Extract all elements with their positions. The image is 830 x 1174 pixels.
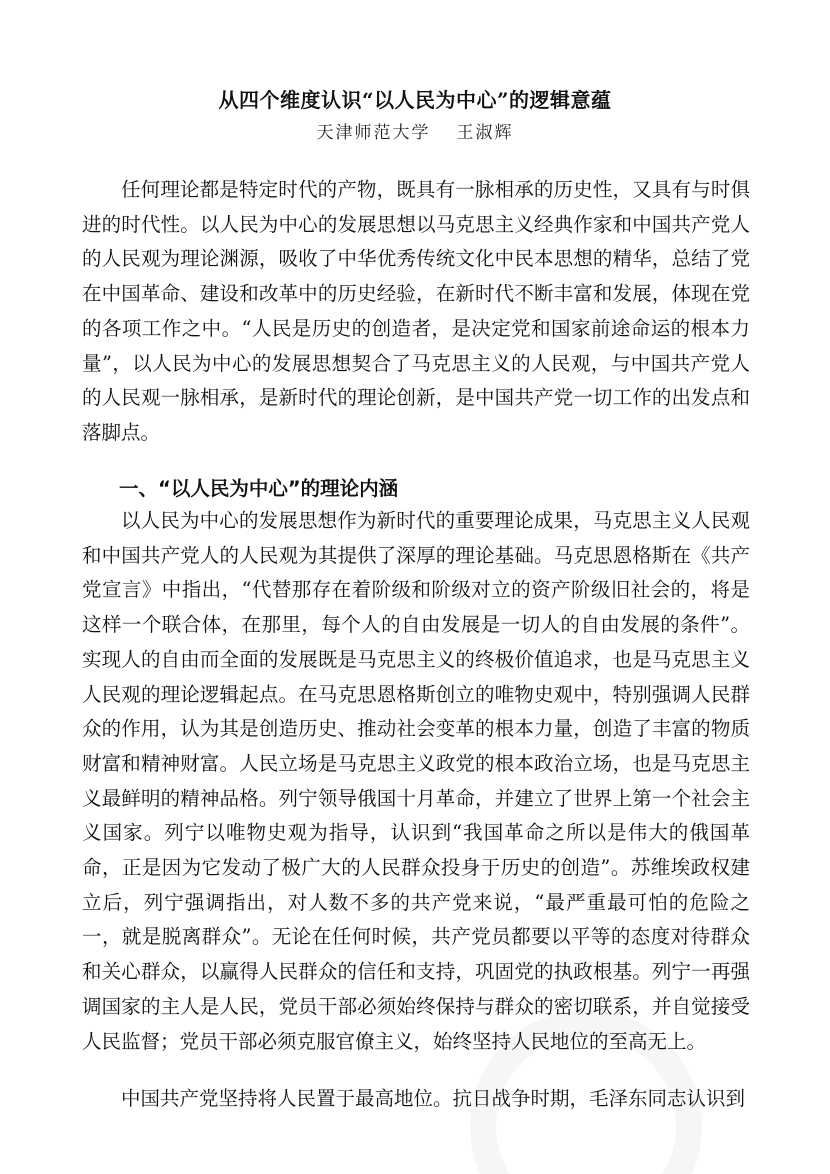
body-paragraph: 以人民为中心的发展思想作为新时代的重要理论成果，马克思主义人民观和中国共产党人的人民观为其提供了深厚的理论基础。马克思恩格斯在《共产党宣言》中指出，“代替那存在着阶级和阶级对立的资产阶级旧社会的，将是这样一个联合体，在那里，每个人的自由发展是一切人的自由发展的条件”。实现人的自由而全面的发展既是马克思主义的终极价值追求，也是马克思主义人民观的理论逻辑起点。在马克思恩格斯创立的唯物史观中，特别强调人民群众的作用，认为其是创造历史、推动社会变革的根本力量，创造了丰富的物质财富和精神财富。人民立场是马克思主义政党的根本政治立场，也是马克思主义最鲜明的精神品格。列宁领导俄国十月革命，并建立了世界上第一个社会主义国家。列宁以唯物史观为指导，认识到“我国革命之所以是伟大的俄国革命，正是因为它发动了极广大的人民群众投身于历史的创造”。苏维埃政权建立后，列宁强调指出，对人数不多的共产党来说，“最严重最可怕的危险之一，就是脱离群众”。无论在任何时候，共产党员都要以平等的态度对待群众和关心群众，以赢得人民群众的信任和支持，巩固党的执政根基。列宁一再强调国家的主人是人民，党员干部必须始终保持与群众的密切联系，并自觉接受人民监督；党员干部必须克服官僚主义，始终坚持人民地位的至高无上。 <box>82 509 750 1053</box>
author-name: 王淑辉 <box>456 123 514 143</box>
document-title: 从四个维度认识“以人民为中心”的逻辑意蕴 <box>218 88 612 112</box>
byline <box>0 118 830 143</box>
intro-paragraph: 任何理论都是特定时代的产物，既具有一脉相承的历史性，又具有与时俱进的时代性。以人民为中心的发展思想以马克思主义经典作家和中国共产党人的人民观为理论渊源，吸收了中华优秀传统文化中民本思想的精华，总结了党在中国革命、建设和改革中的历史经验，在新时代不断丰富和发展，体现在党的各项工作之中。“人民是历史的创造者，是决定党和国家前途命运的根本力量”，以人民为中心的发展思想契合了马克思主义的人民观，与中国共产党人的人民观一脉相承，是新时代的理论创新，是中国共产党一切工作的出发点和落脚点。 <box>82 178 750 444</box>
section-heading: 一、“以人民为中心”的理论内涵 <box>119 477 399 500</box>
author-affiliation: 天津师范大学 <box>316 123 431 143</box>
body-paragraph-continued: 中国共产党坚持将人民置于最高地位。抗日战争时期，毛泽东同志认识到 <box>121 1087 746 1110</box>
